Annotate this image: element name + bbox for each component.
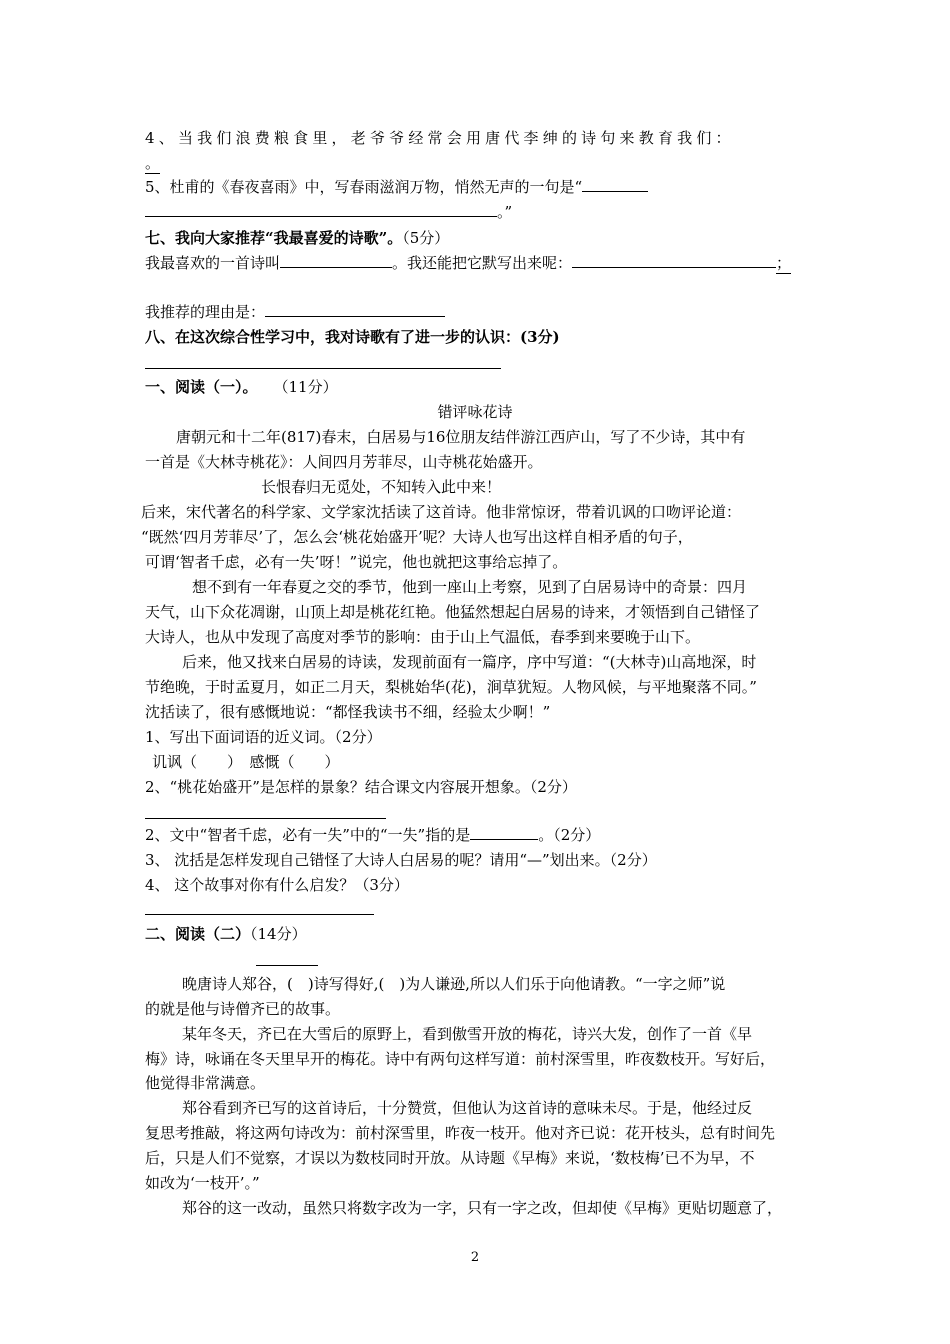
paragraph-line: 想不到有一年春夏之交的季节，他到一座山上考察，见到了白居易诗中的奇景：四月: [192, 578, 748, 596]
reading-1-q5: 4、 这个故事对你有什么启发？（3分）: [145, 876, 409, 894]
question-5-line2: 。”: [145, 202, 512, 222]
paragraph-line: 天气，山下众花凋谢，山顶上却是桃花红艳。他猛然想起白居易的诗来，才领悟到自己错怪了: [145, 603, 761, 621]
reading-1-title: 一、阅读（一）。 （11分）: [145, 378, 338, 396]
section-8-title: 八、在这次综合性学习中，我对诗歌有了进一步的认识：(3分): [145, 328, 560, 346]
paragraph-line: 后，只是人们不觉察，才误以为数枝同时开放。从诗题《早梅》来说，‘数枝梅’已不为早，不: [145, 1149, 755, 1167]
page-number: 2: [470, 1250, 480, 1265]
paragraph-line: 复思考推敲，将这两句诗改为：前村深雪里，昨夜一枝开。他对齐已说：花开枝头，总有时间先: [145, 1124, 776, 1142]
paragraph-line: 他觉得非常满意。: [145, 1074, 266, 1092]
article-title: 错评咏花诗: [437, 403, 513, 421]
paragraph-line: 如改为‘一枝开’。”: [145, 1174, 260, 1192]
reading-2-title: 二、阅读（二）（14分）: [145, 925, 307, 943]
reading-1-q1: 1、写出下面词语的近义词。（2分）: [145, 728, 382, 746]
paragraph-line: 的就是他与诗僧齐已的故事。: [145, 1000, 341, 1018]
answer-line: [256, 965, 318, 966]
paragraph-line: 大诗人，也从中发现了高度对季节的影响：由于山上气温低，春季到来要晚于山下。: [145, 628, 701, 646]
paragraph-line: 可谓‘智者千虑，必有一失’呀！”说完，他也就把这事给忘掉了。: [145, 553, 568, 571]
question-5: 5、杜甫的《春夜喜雨》中，写春雨滋润万物，悄然无声的一句是“: [145, 177, 648, 197]
section-7-line1: 我最喜欢的一首诗叫 。我还能把它默写出来呢： ；: [145, 254, 792, 272]
section-7-reason: 我推荐的理由是：: [145, 302, 445, 322]
paragraph-line: 某年冬天，齐已在大雪后的原野上，看到傲雪开放的梅花，诗兴大发，创作了一首《早: [182, 1025, 753, 1043]
paragraph-line: 一首是《大林寺桃花》：人间四月芳菲尽，山寺桃花始盛开。: [145, 453, 543, 471]
answer-line: [145, 818, 386, 819]
paragraph-line: 晚唐诗人郑谷，( )诗写得好,( )为人谦逊,所以人们乐于向他请教。“一字之师”说: [182, 975, 726, 993]
paragraph-line: 后来，宋代著名的科学家、文学家沈括读了这首诗。他非常惊讶，带着讥讽的口吻评论道：: [141, 503, 742, 521]
answer-line: [145, 914, 374, 915]
paragraph-line: 郑谷的这一改动，虽然只将数字改为一字，只有一字之改，但却使《早梅》更贴切题意了，: [182, 1199, 783, 1217]
paragraph-line: 节绝晚，于时孟夏月，如正二月天，梨桃始华(花)，涧草犹短。人物风候，与平地聚落不同。”: [145, 678, 757, 696]
section-7-title: 七、我向大家推荐“我最喜爱的诗歌”。（5分）: [145, 229, 450, 247]
paragraph-line: “既然‘四月芳菲尽’了，怎么会‘桃花始盛开’呢？大诗人也写出这样自相矛盾的句子，: [141, 528, 693, 546]
paragraph-line: 沈括读了，很有感慨地说：“都怪我读书不细，经验太少啊！”: [145, 703, 551, 721]
paragraph-line: 后来，他又找来白居易的诗读，发现前面有一篇序，序中写道：“(大林寺)山高地深，时: [182, 653, 757, 671]
paragraph-line: 梅》诗，咏诵在冬天里早开的梅花。诗中有两句这样写道：前村深雪里，昨夜数枝开。写好后，: [145, 1050, 776, 1068]
paragraph-line: 唐朝元和十二年(817)春末，白居易与16位朋友结伴游江西庐山，写了不少诗，其中有: [176, 428, 746, 446]
question-4-end: 。: [145, 154, 161, 172]
question-4: 4、当我们浪费粮食里，老爷爷经常会用唐代李绅的诗句来教育我们：: [145, 129, 735, 147]
reading-1-q1-words: 讥讽（ ） 感慨（ ）: [152, 753, 340, 771]
reading-1-q4: 3、 沈括是怎样发现自己错怪了大诗人白居易的呢？请用“—”划出来。（2分）: [145, 851, 657, 869]
answer-line: [145, 368, 501, 369]
reading-1-q2: 2、“桃花始盛开”是怎样的景象？结合课文内容展开想象。（2分）: [145, 778, 577, 796]
reading-1-q3: 2、文中“智者千虑，必有一失”中的“一失”指的是 。（2分）: [145, 826, 601, 844]
paragraph-line: 长恨春归无觅处，不知转入此中来！: [261, 478, 502, 496]
paragraph-line: 郑谷看到齐已写的这首诗后，十分赞赏，但他认为这首诗的意味未尽。于是，他经过反: [182, 1099, 753, 1117]
